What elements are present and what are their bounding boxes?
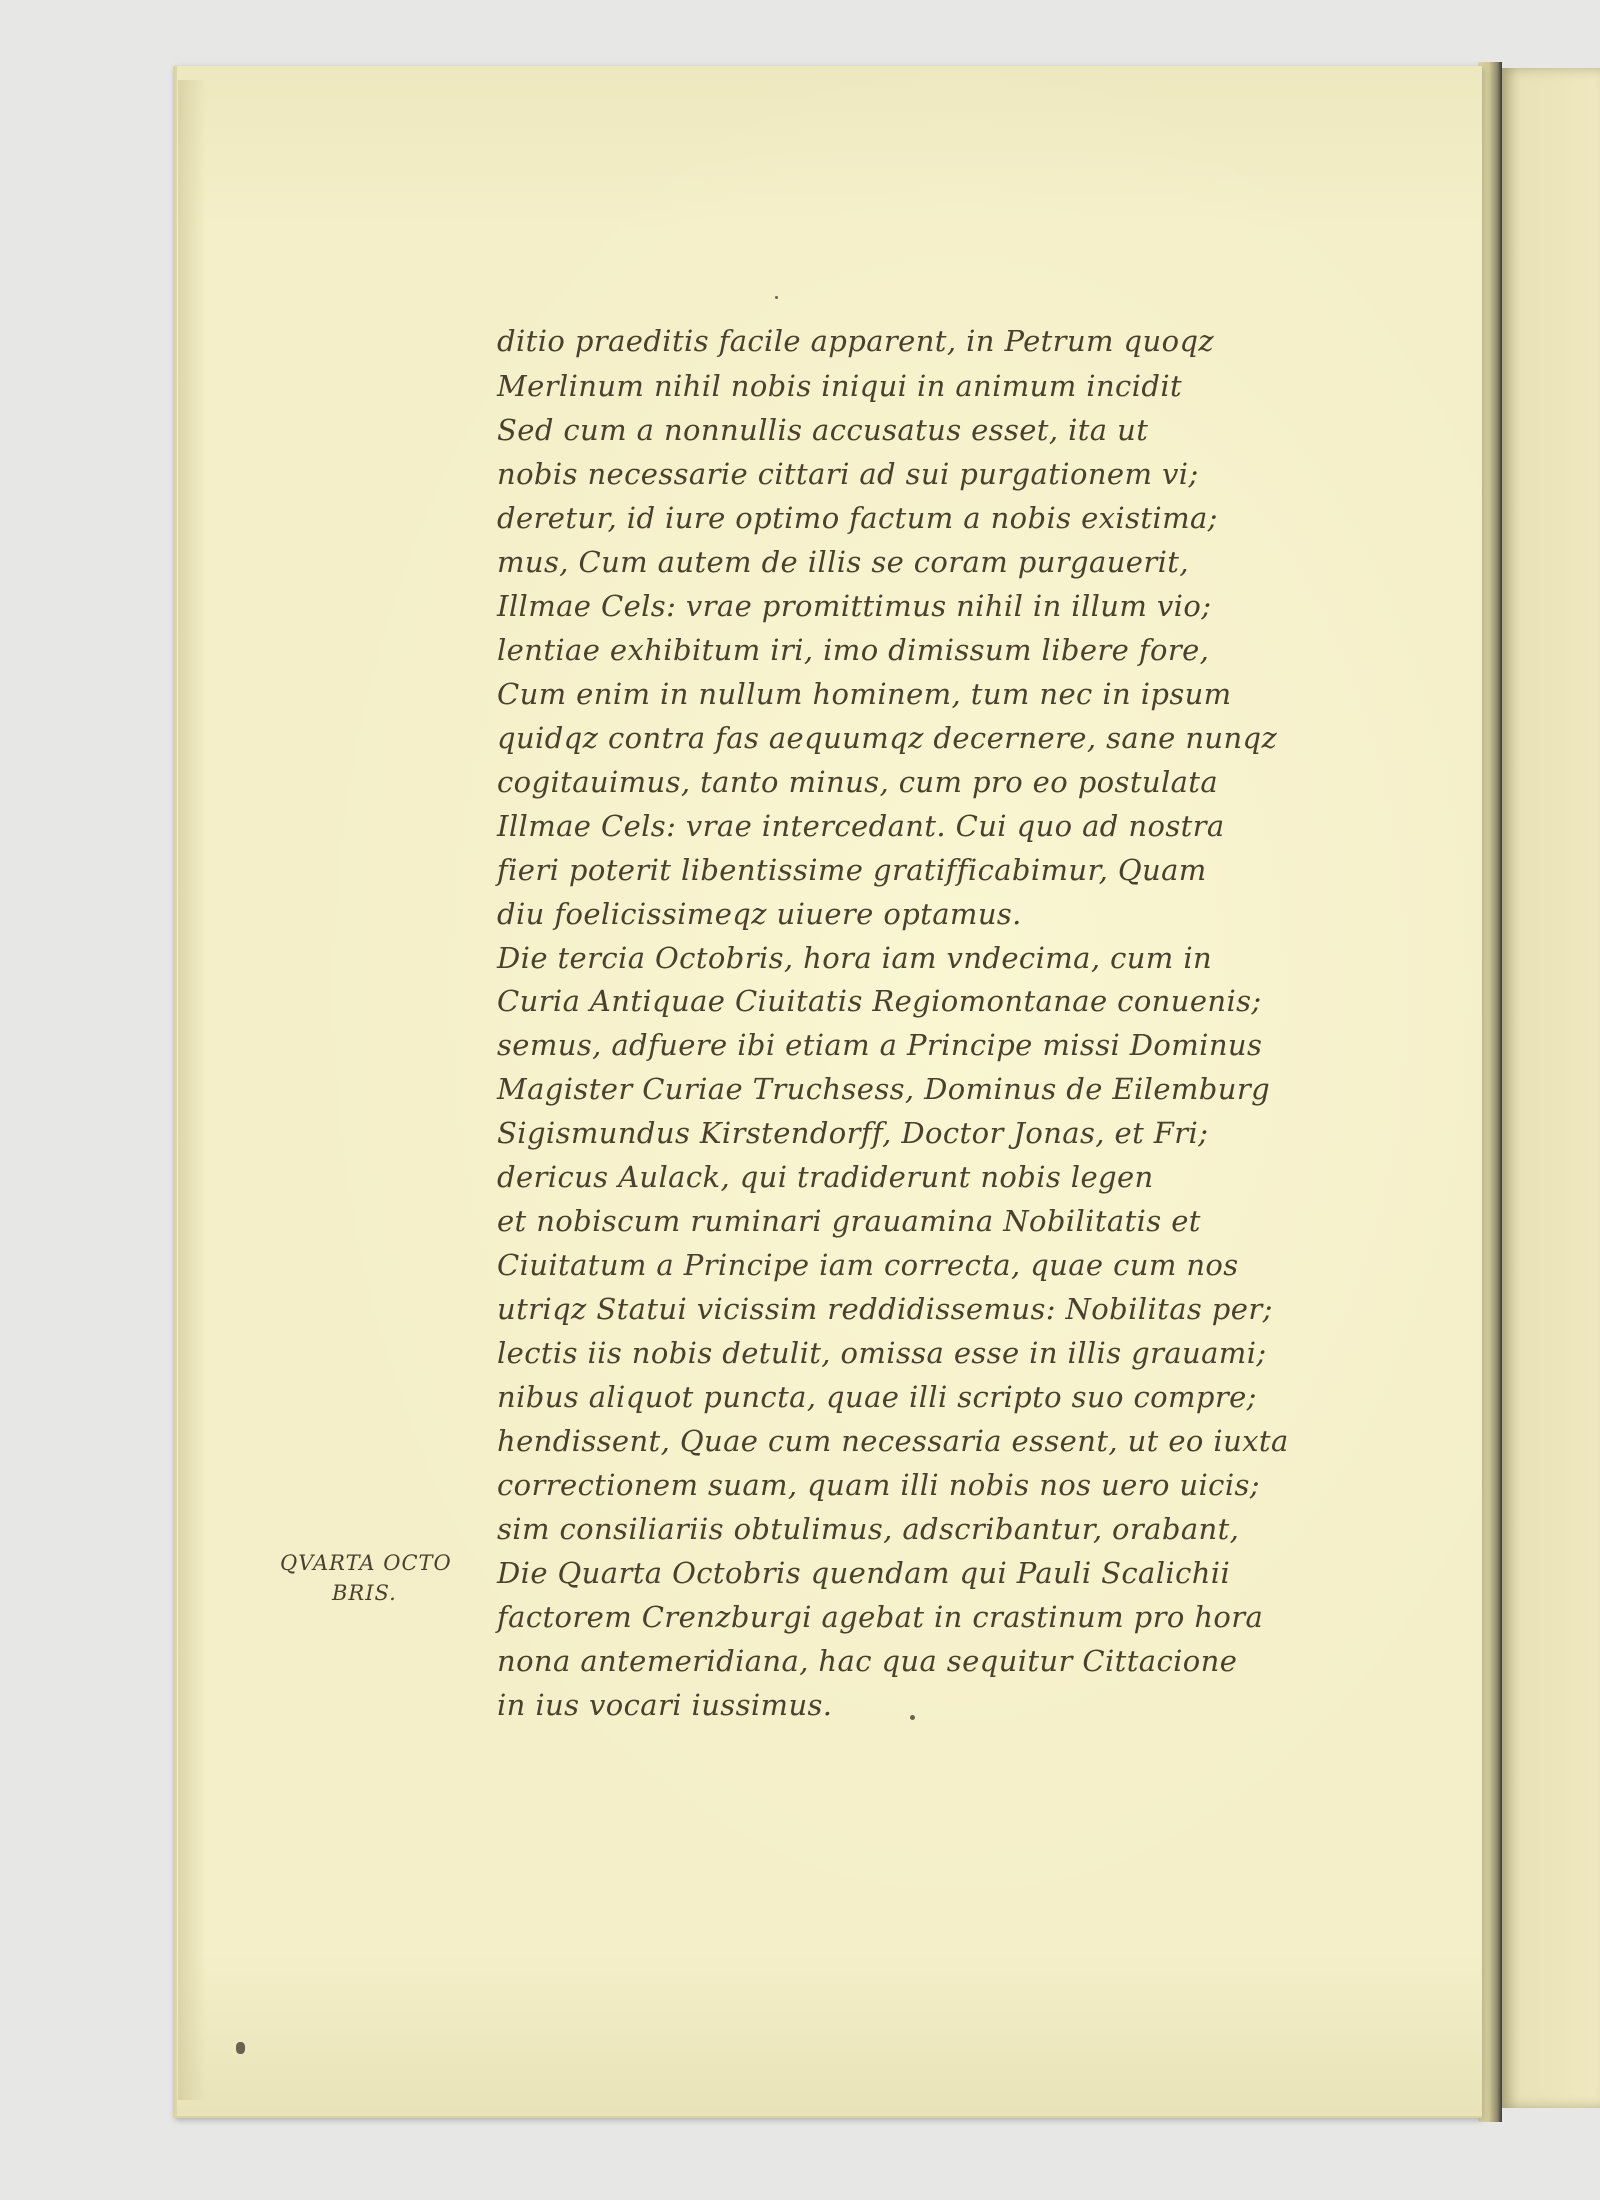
text-line: Illmae Cels: vrae promittimus nihil in illum vio; xyxy=(497,589,1212,623)
text-line: Die Quarta Octobris quendam qui Pauli Scalichii xyxy=(497,1556,1231,1590)
text-line: cogitauimus, tanto minus, cum pro eo postulata xyxy=(497,765,1219,799)
ink-speck xyxy=(236,2042,245,2054)
facing-page-edge xyxy=(1500,68,1600,2108)
text-line: mus, Cum autem de illis se coram purgauerit, xyxy=(497,545,1189,579)
text-line: semus, adfuere ibi etiam a Principe missi Dominus xyxy=(497,1028,1263,1062)
text-line: fieri poterit libentissime gratifficabimur, Quam xyxy=(497,853,1207,887)
text-line: sim consiliariis obtulimus, adscribantur, orabant, xyxy=(497,1512,1240,1546)
text-line: lentiae exhibitum iri, imo dimissum libere fore, xyxy=(497,633,1210,667)
text-line: deretur, id iure optimo factum a nobis existima; xyxy=(497,501,1218,535)
text-line: Cum enim in nullum hominem, tum nec in ipsum xyxy=(497,677,1232,711)
text-line: utriqz Statui vicissim reddidissemus: Nobilitas per; xyxy=(497,1292,1273,1326)
text-line: quidqz contra fas aequumqz decernere, sane nunqz xyxy=(497,721,1278,755)
text-line: Sigismundus Kirstendorff, Doctor Jonas, et Fri; xyxy=(497,1116,1209,1150)
text-line: ditio praeditis facile apparent, in Petrum quoqz xyxy=(497,324,1215,358)
ink-speck xyxy=(910,1715,915,1720)
text-line: nibus aliquot puncta, quae illi scripto suo compre; xyxy=(497,1380,1257,1414)
text-line: et nobiscum ruminari grauamina Nobilitatis et xyxy=(497,1204,1201,1238)
text-line: Ciuitatum a Principe iam correcta, quae cum nos xyxy=(497,1248,1239,1282)
text-line: correctionem suam, quam illi nobis nos uero uicis; xyxy=(497,1468,1260,1502)
text-line: lectis iis nobis detulit, omissa esse in illis grauami; xyxy=(497,1336,1267,1370)
margin-note xyxy=(280,1548,452,1608)
text-line: hendissent, Quae cum necessaria essent, ut eo iuxta xyxy=(497,1424,1289,1458)
text-line: Curia Antiquae Ciuitatis Regiomontanae conuenis; xyxy=(497,984,1262,1018)
page-left-edge-shadow xyxy=(178,80,206,2100)
text-line: Die tercia Octobris, hora iam vndecima, cum in xyxy=(497,941,1213,975)
text-line: Magister Curiae Truchsess, Dominus de Eilemburg xyxy=(497,1072,1271,1106)
text-line: Sed cum a nonnullis accusatus esset, ita ut xyxy=(497,413,1149,447)
text-line: diu foelicissimeqz uiuere optamus. xyxy=(497,897,1022,931)
ink-speck xyxy=(775,296,778,299)
text-line: dericus Aulack, qui tradiderunt nobis legen xyxy=(497,1160,1154,1194)
text-line: factorem Crenzburgi agebat in crastinum pro hora xyxy=(497,1600,1264,1634)
margin-note-line: BRIS. xyxy=(332,1581,397,1605)
margin-note-line: QVARTA OCTO xyxy=(280,1551,452,1575)
text-line: Merlinum nihil nobis iniqui in animum incidit xyxy=(497,369,1183,403)
text-line: in ius vocari iussimus. xyxy=(497,1688,833,1722)
text-line: Illmae Cels: vrae intercedant. Cui quo ad nostra xyxy=(497,809,1225,843)
text-line: nobis necessarie cittari ad sui purgationem vi; xyxy=(497,457,1199,491)
text-line: nona antemeridiana, hac qua sequitur Cittacione xyxy=(497,1644,1238,1678)
